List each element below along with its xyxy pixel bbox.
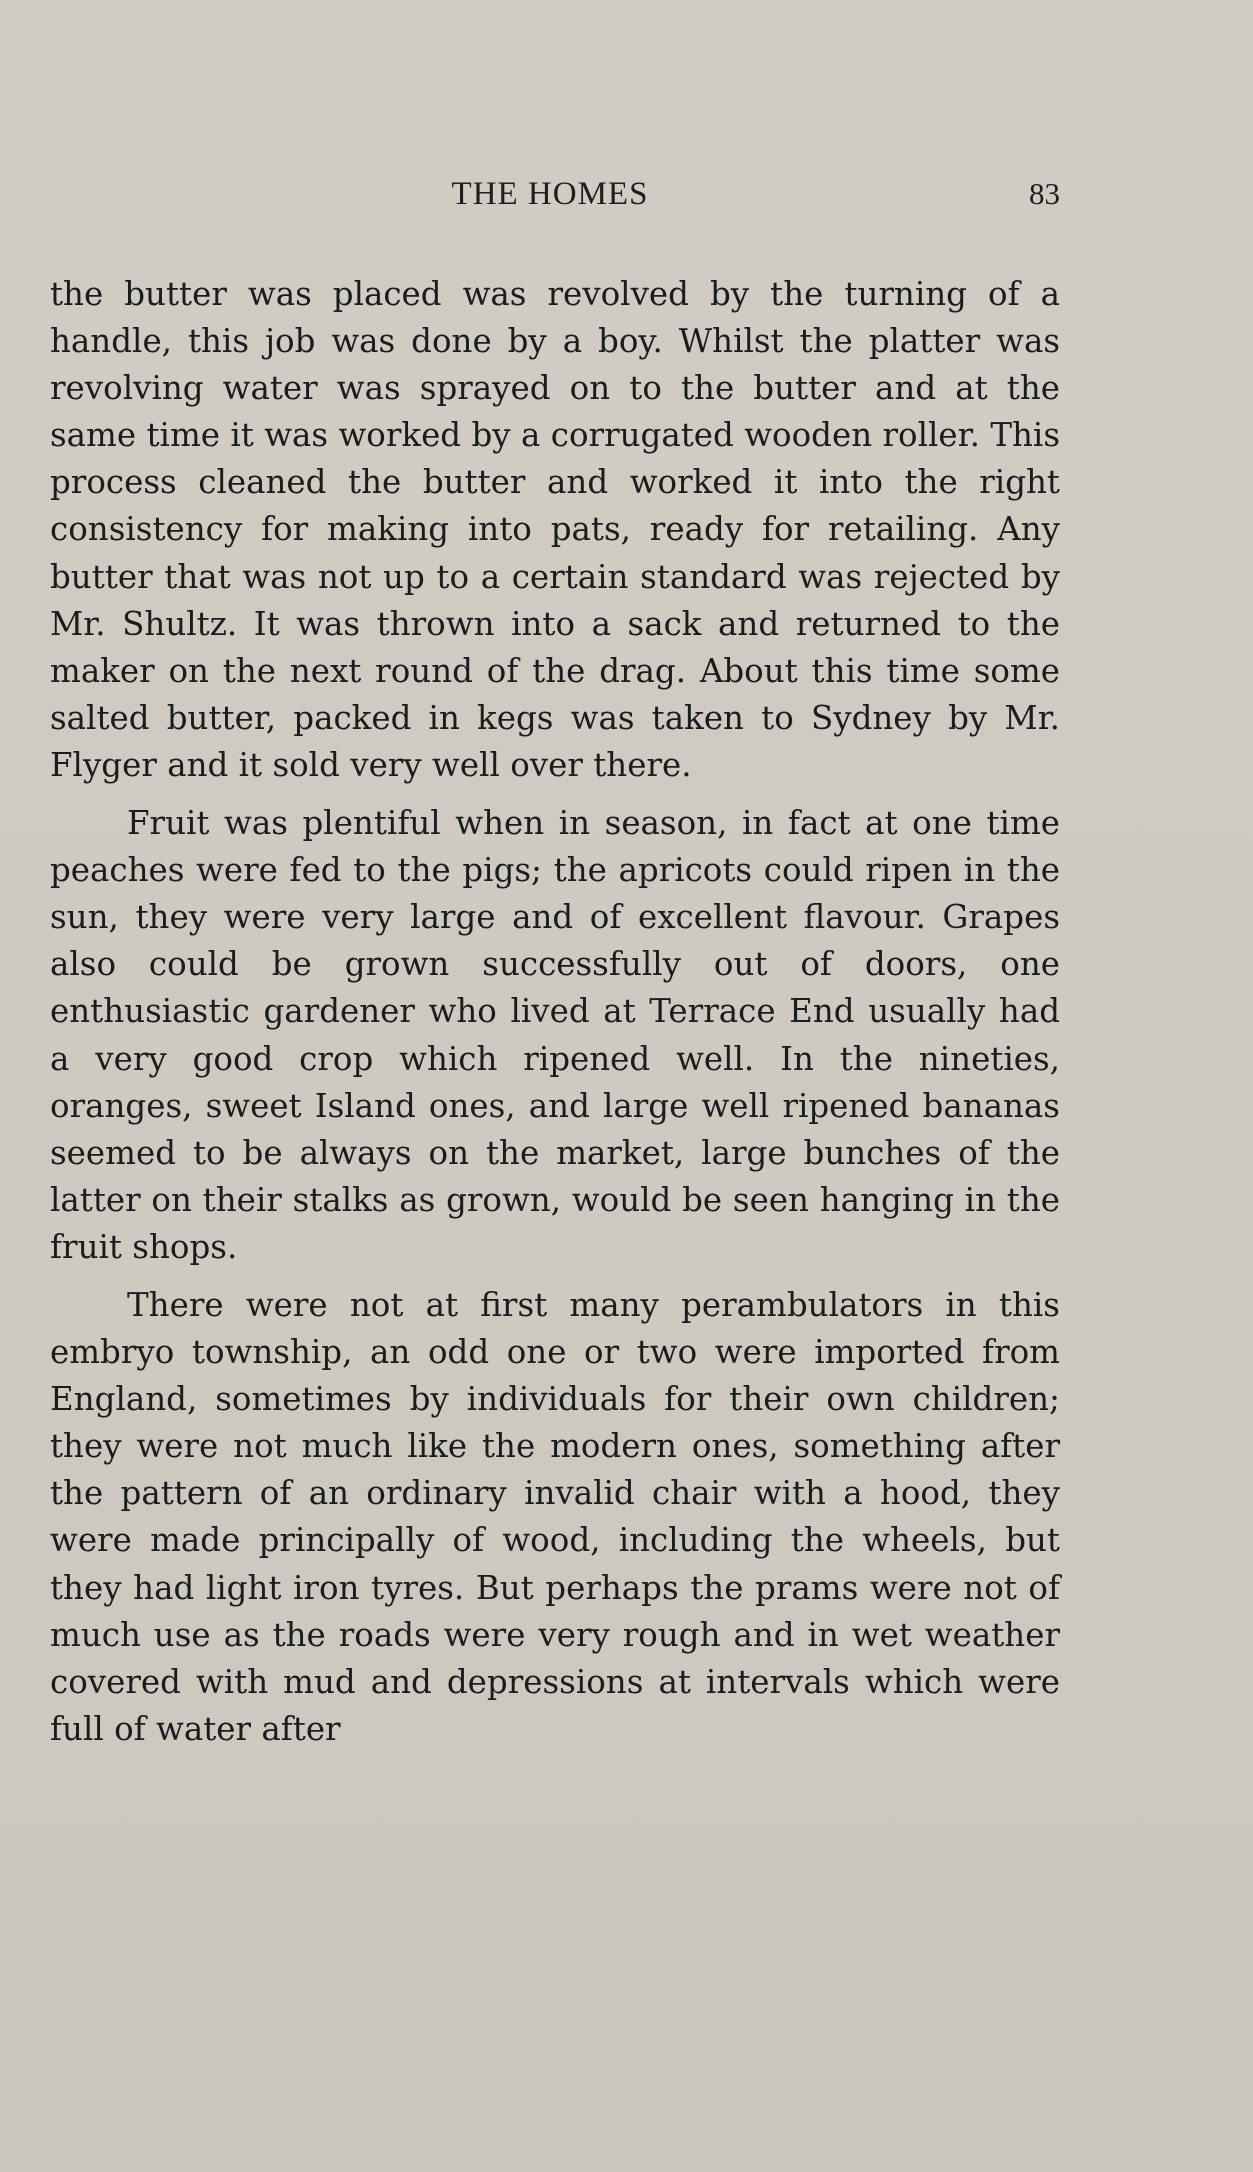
paragraph-fruit: Fruit was plentiful when in season, in fact at one time peaches were fed to the pigs; the apricots could ripen in the sun, they were very large and of excellent flavour. Grapes also could be grown successfully out of doors, one enthusiastic gardener who lived at Terrace End usually had a very good crop which ripened well. In the nineties, oranges, sweet Island ones, and large well ripened bananas seemed to be always on the market, large bunches of the latter on their stalks as grown, would be seen hanging in the fruit shops.: [50, 804, 1060, 1266]
page-header: [0, 176, 1253, 220]
paragraph-perambulators: There were not at first many perambulators in this embryo township, an odd one or two were imported from England, sometimes by individuals for their own children; they were not much like the modern ones, something after the pattern of an ordinary invalid chair with a hood, they were made principally of wood, including the wheels, but they had light iron tyres. But perhaps the prams were not of much use as the roads were very rough and in wet weather covered with mud and depressions at intervals which were full of water after: [50, 1285, 1060, 1748]
body-text: [50, 271, 1060, 1753]
running-head: THE HOMES: [451, 176, 649, 212]
page-number: 83: [1029, 176, 1060, 211]
paragraph-butter-continued: the butter was placed was revolved by the turning of a handle, this job was done by a boy. Whilst the platter was revolving water was sprayed on to the butter and at the same time it was worked by a corrugated wooden roller. This process cleaned the butter and worked it into the right consistency for making into pats, ready for retailing. Any butter that was not up to a certain standard was rejected by Mr. Shultz. It was thrown into a sack and returned to the maker on the next round of the drag. About this time some salted butter, packed in kegs was taken to Sydney by Mr. Flyger and it sold very well over there.: [50, 275, 1060, 784]
